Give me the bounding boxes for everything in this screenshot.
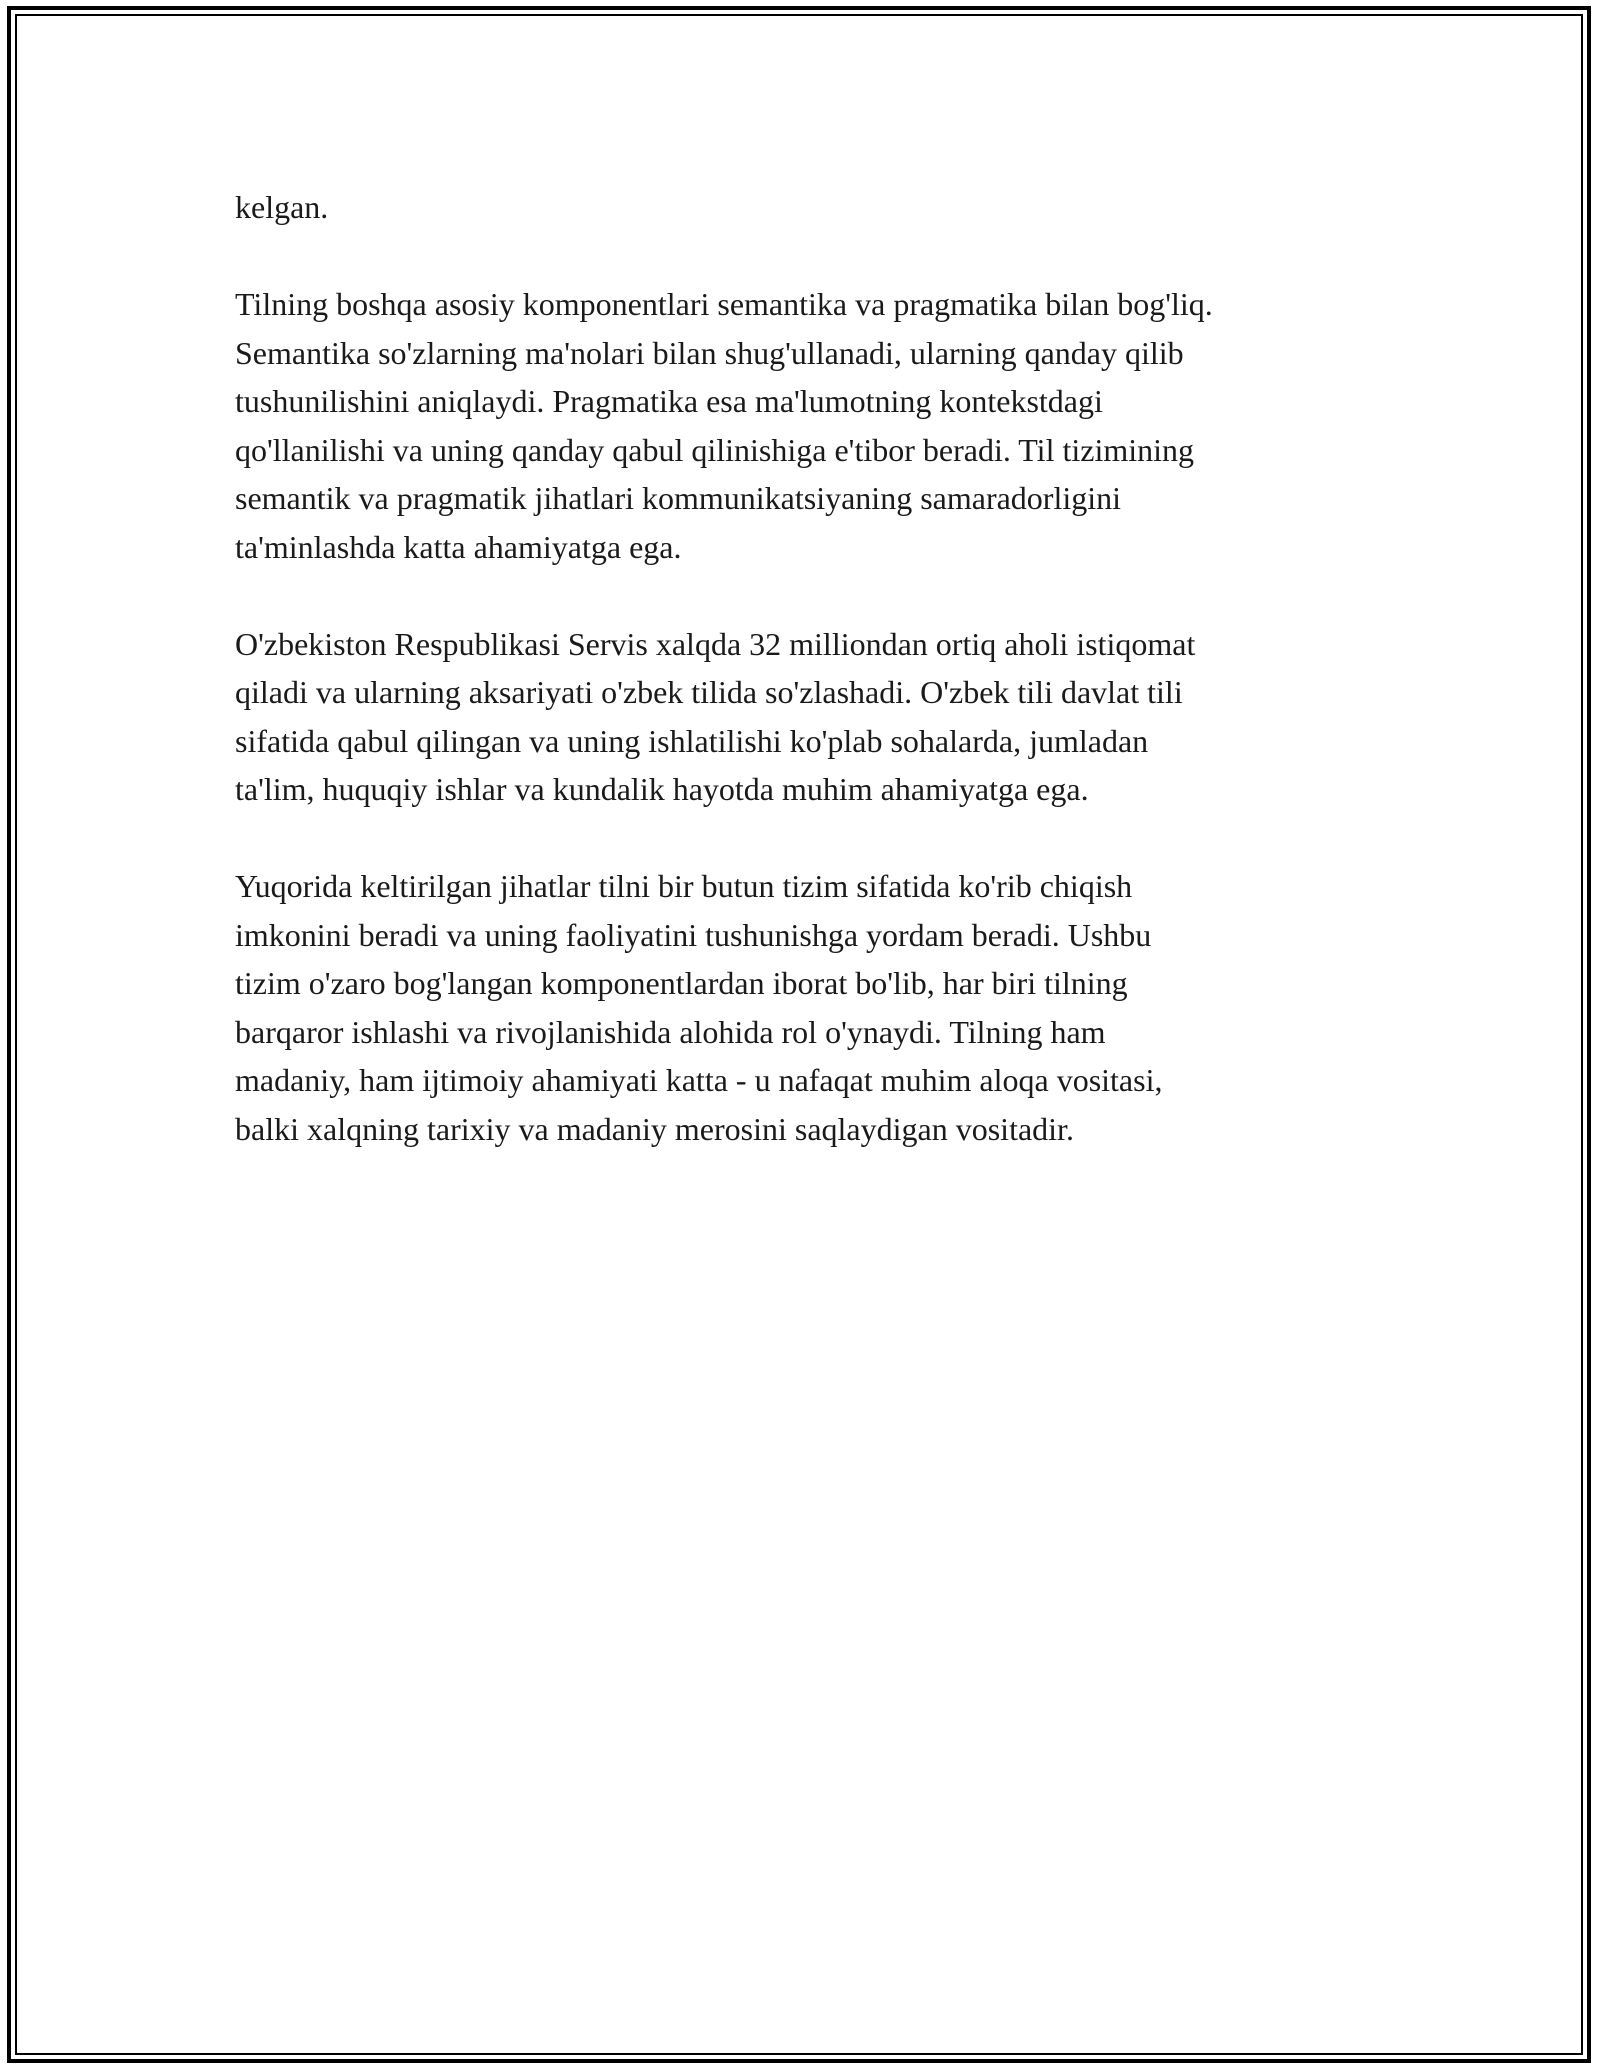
text-line: sifatida qabul qilingan va uning ishlatilishi ko'plab sohalarda, jumladan	[235, 722, 1149, 759]
text-line: balki xalqning tarixiy va madaniy merosini saqlaydigan vositadir.	[235, 1110, 1074, 1147]
text-line: Yuqorida keltirilgan jihatlar tilni bir butun tizim sifatida ko'rib chiqish	[235, 868, 1133, 904]
text-line: qo'llanilishi va uning qanday qabul qilinishiga e'tibor beradi. Til tizimining	[235, 431, 1194, 468]
paragraph-uzbekistan	[235, 620, 1415, 814]
paragraph-semantics-pragmatics	[235, 280, 1415, 571]
text-line: kelgan.	[235, 189, 329, 225]
text-line: Tilning boshqa asosiy komponentlari semantika va pragmatika bilan bog'liq.	[235, 286, 1213, 322]
text-line: Semantika so'zlarning ma'nolari bilan shug'ullanadi, ularning qanday qilib	[235, 334, 1184, 371]
paragraph-conclusion	[235, 862, 1415, 1153]
text-line: madaniy, ham ijtimoiy ahamiyati katta - u nafaqat muhim aloqa vositasi,	[235, 1062, 1163, 1098]
text-line: imkonini beradi va uning faoliyatini tushunishga yordam beradi. Ushbu	[235, 916, 1152, 953]
paragraph-continuation	[235, 183, 1415, 232]
text-line: tizim o'zaro bog'langan komponentlardan iborat bo'lib, har biri tilning	[235, 965, 1128, 1001]
text-line: tushunilishini aniqlaydi. Pragmatika esa ma'lumotning kontekstdagi	[235, 383, 1103, 419]
document-body	[235, 183, 1415, 1202]
text-line: barqaror ishlashi va rivojlanishida alohida rol o'ynaydi. Tilning ham	[235, 1013, 1106, 1050]
text-line: semantik va pragmatik jihatlari kommunikatsiyaning samaradorligini	[235, 480, 1122, 516]
text-line: ta'minlashda katta ahamiyatga ega.	[235, 528, 682, 565]
text-line: O'zbekiston Respublikasi Servis xalqda 32 milliondan ortiq aholi istiqomat	[235, 625, 1196, 662]
text-line: ta'lim, huquqiy ishlar va kundalik hayotda muhim ahamiyatga ega.	[235, 771, 1089, 807]
text-line: qiladi va ularning aksariyati o'zbek tilida so'zlashadi. O'zbek tili davlat tili	[235, 674, 1183, 710]
